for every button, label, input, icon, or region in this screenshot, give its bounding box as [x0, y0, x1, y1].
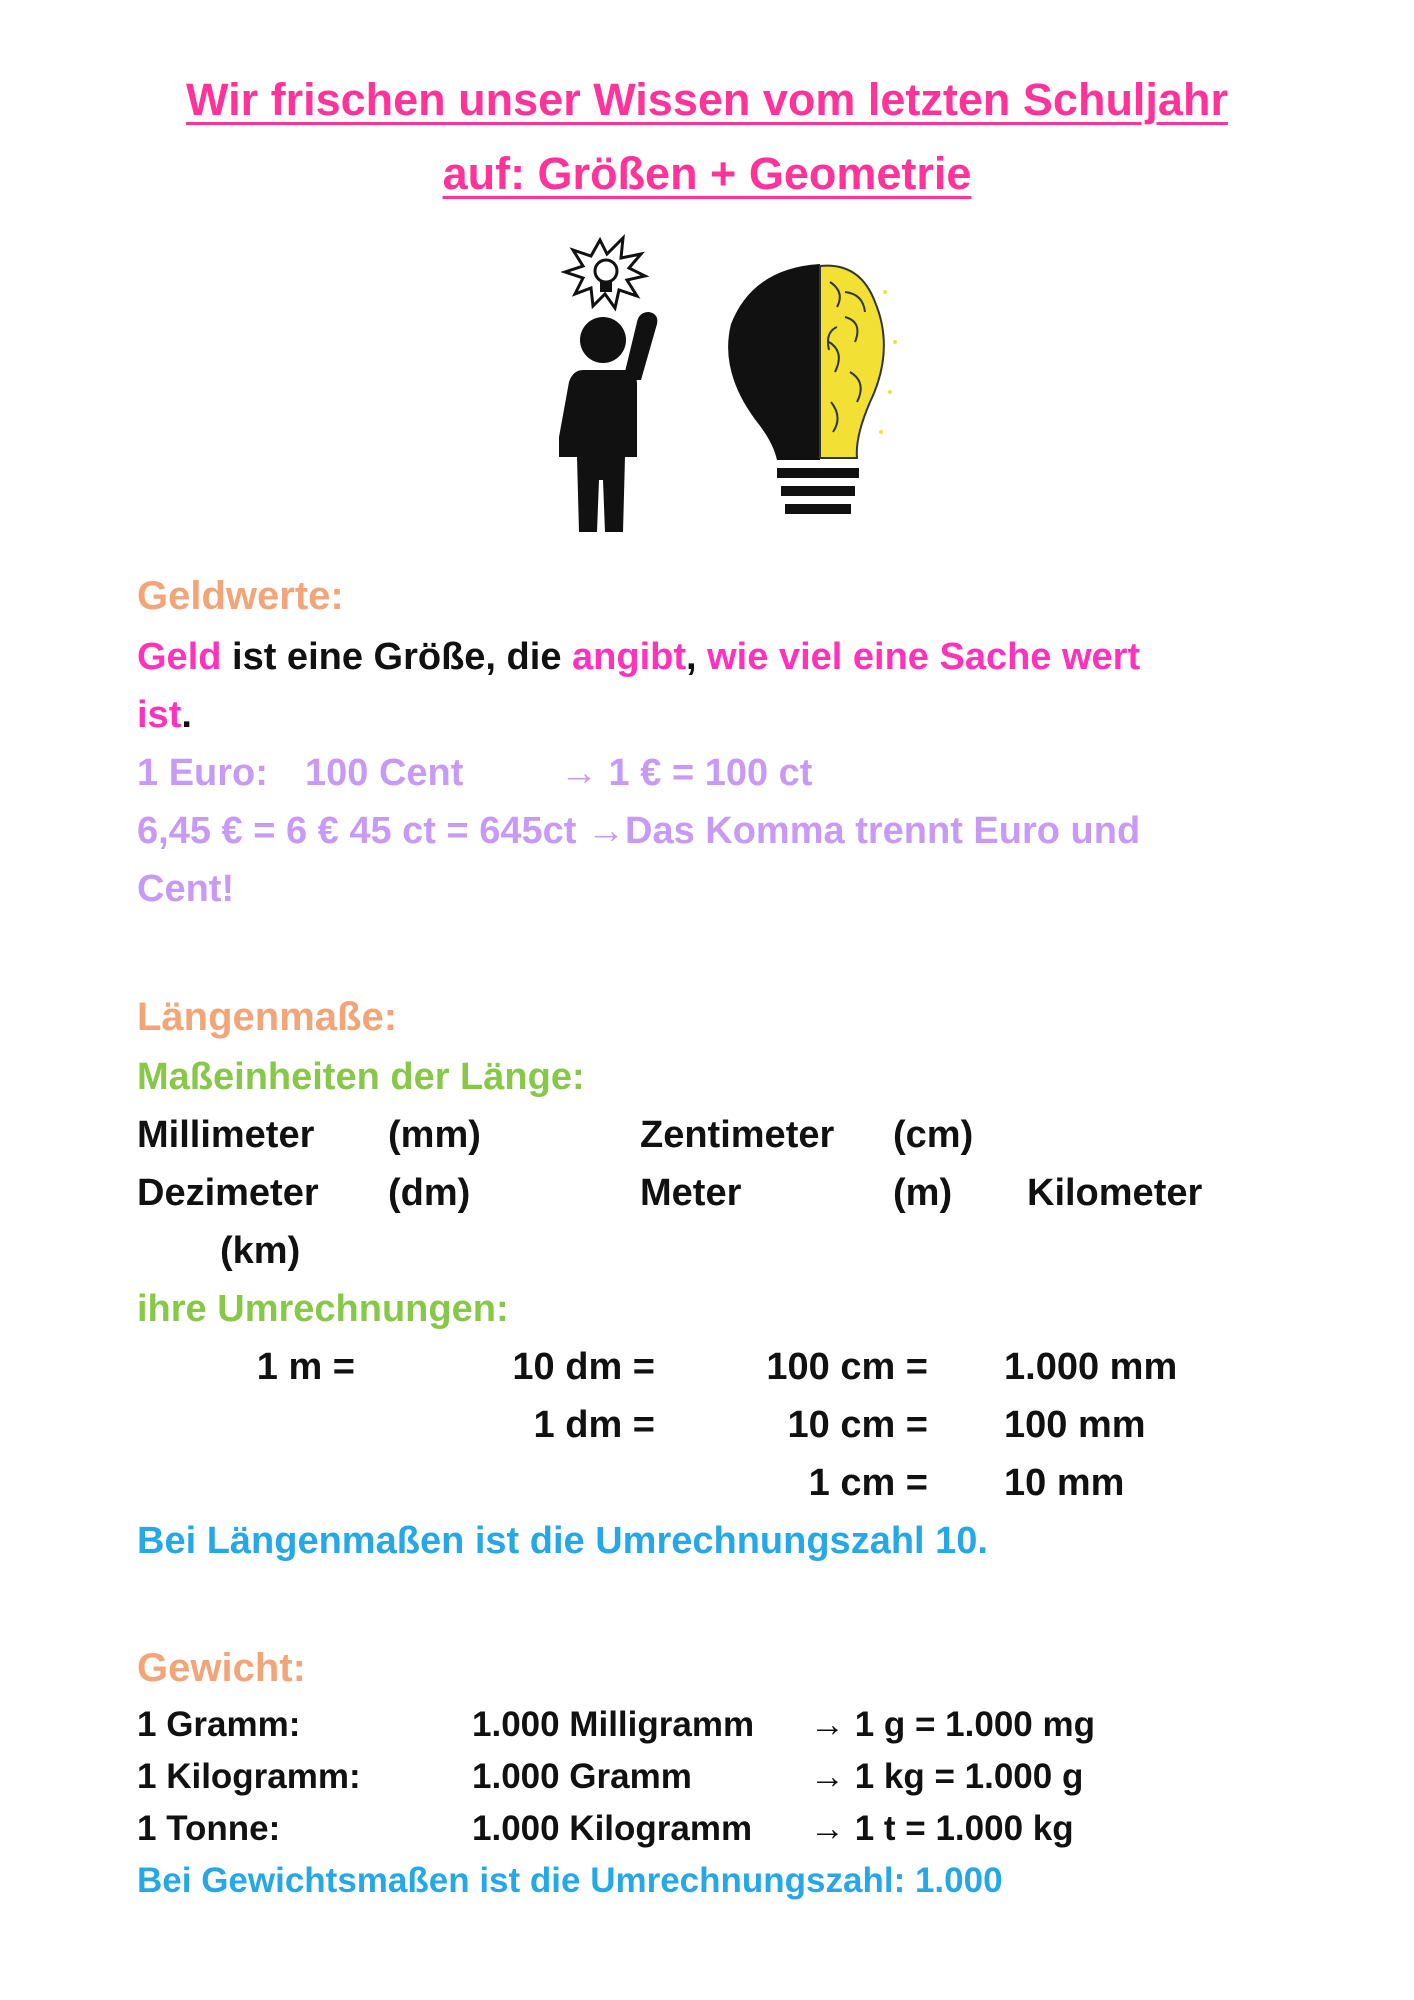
- page-title-line1: Wir frischen unser Wissen vom letzten Schuljahr: [186, 74, 1228, 125]
- geld-period: .: [181, 694, 192, 736]
- geld-sentence-line2: [137, 694, 192, 737]
- unit-name-cm: Zentimeter: [640, 1114, 835, 1156]
- cent-value: 100 Cent: [305, 752, 464, 794]
- conversion-cell: 100 mm: [1004, 1404, 1146, 1446]
- geld-example-cont: Cent!: [137, 868, 235, 910]
- weight-equivalent: 1.000 Milligramm: [472, 1705, 755, 1744]
- weight-unit: 1 Kilogramm:: [137, 1757, 361, 1796]
- geld-highlight: wie viel eine Sache wert: [707, 636, 1141, 678]
- unit-abbr-cm: (cm): [893, 1114, 974, 1156]
- unit-name-dm: Dezimeter: [137, 1172, 319, 1214]
- euro-label: 1 Euro:: [137, 752, 268, 794]
- angibt-word: angibt: [572, 636, 686, 678]
- weight-unit: 1 Gramm:: [137, 1705, 301, 1744]
- conversion-cell: 1 cm =: [808, 1462, 928, 1504]
- section-heading-laengenmasse: Längenmaße:: [137, 995, 398, 1039]
- conversion-cell: 1 dm =: [533, 1404, 655, 1446]
- weight-conversion: → 1 g = 1.000 mg: [810, 1705, 1095, 1744]
- geld-sentence-line1: [137, 636, 1140, 679]
- conversion-cell: 1.000 mm: [1004, 1346, 1178, 1388]
- idea-illustration: [545, 232, 965, 537]
- geld-text-part: ist eine Größe, die: [221, 636, 573, 678]
- units-subheading: Maßeinheiten der Länge:: [137, 1056, 585, 1098]
- weight-equivalent: 1.000 Kilogramm: [472, 1809, 753, 1848]
- unit-abbr-dm: (dm): [388, 1172, 471, 1214]
- weight-equivalent: 1.000 Gramm: [472, 1757, 692, 1796]
- person-with-idea-icon: [559, 238, 657, 532]
- conversions-subheading: ihre Umrechnungen:: [137, 1288, 509, 1330]
- unit-name-km: Kilometer: [1027, 1172, 1203, 1214]
- conversion-cell: 1 m =: [256, 1346, 355, 1388]
- unit-name-mm: Millimeter: [137, 1114, 315, 1156]
- weight-conversion: → 1 t = 1.000 kg: [810, 1809, 1074, 1848]
- section-heading-geldwerte: Geldwerte:: [137, 574, 344, 618]
- unit-abbr-mm: (mm): [388, 1114, 481, 1156]
- ist-word: ist: [137, 694, 182, 736]
- weight-conversion: → 1 kg = 1.000 g: [810, 1757, 1084, 1796]
- section-heading-gewicht: Gewicht:: [137, 1646, 306, 1690]
- geld-example: 6,45 € = 6 € 45 ct = 645ct →Das Komma trennt Euro und: [137, 810, 1141, 852]
- conversion-cell: 10 mm: [1004, 1462, 1125, 1504]
- euro-conversion: → 1 € = 100 ct: [560, 752, 813, 794]
- conversion-cell: 100 cm =: [766, 1346, 928, 1388]
- conversion-cell: 10 cm =: [787, 1404, 928, 1446]
- length-rule: Bei Längenmaßen ist die Umrechnungszahl 10.: [137, 1520, 988, 1562]
- conversion-cell: 10 dm =: [512, 1346, 655, 1388]
- geld-word: Geld: [137, 636, 222, 678]
- unit-abbr-m: (m): [893, 1172, 953, 1214]
- unit-name-m: Meter: [640, 1172, 742, 1214]
- weight-rule: Bei Gewichtsmaßen ist die Umrechnungszahl: 1.000: [137, 1861, 1003, 1900]
- page-title-line2: auf: Größen + Geometrie: [442, 148, 972, 199]
- weight-unit: 1 Tonne:: [137, 1809, 281, 1848]
- unit-abbr-km: (km): [220, 1230, 301, 1272]
- geld-comma: ,: [686, 636, 708, 678]
- lightbulb-brain-icon: [728, 264, 897, 514]
